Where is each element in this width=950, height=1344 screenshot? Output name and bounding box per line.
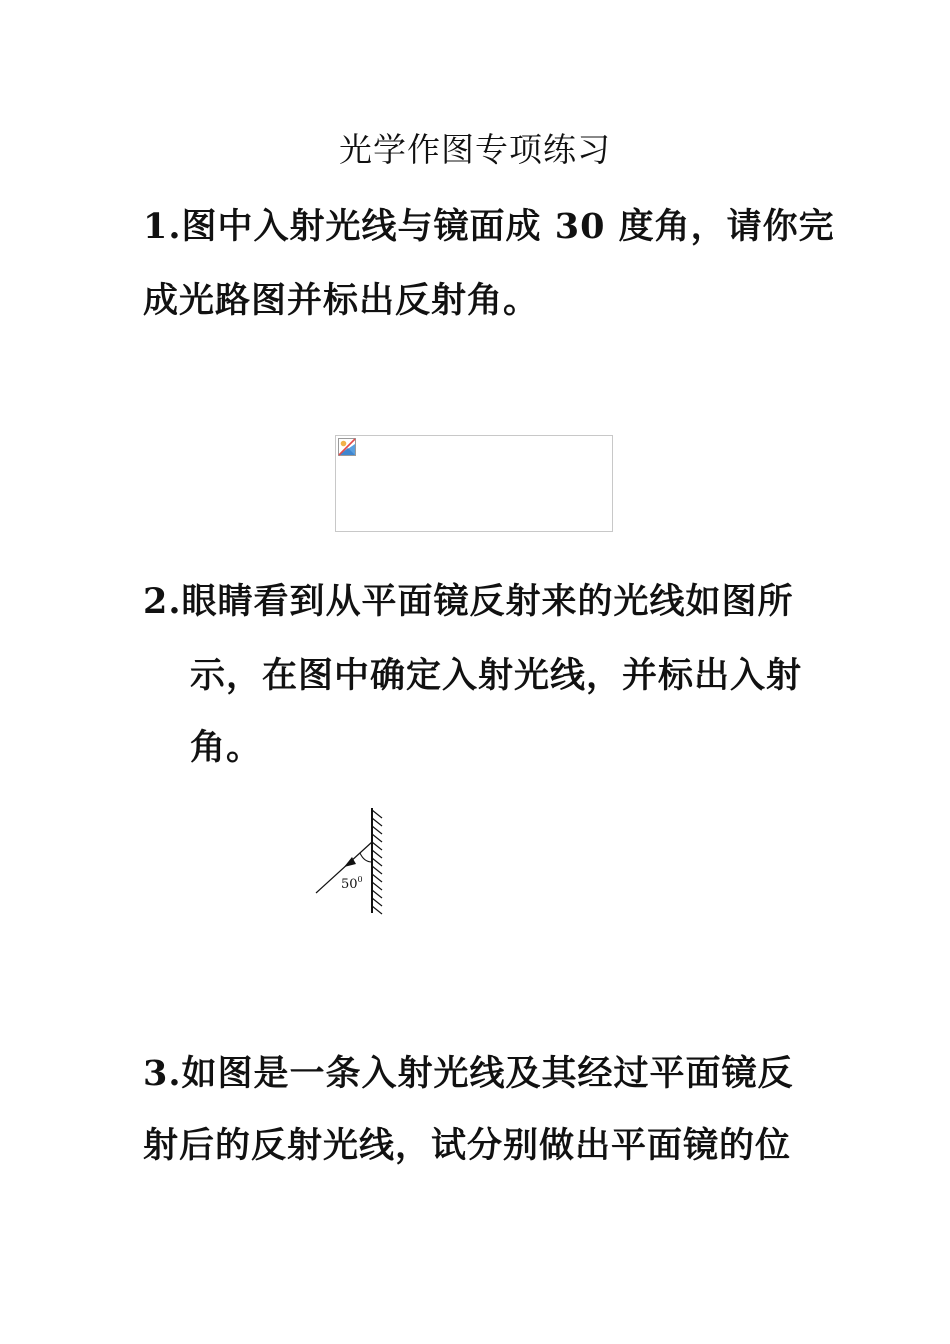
question-1-image [335,435,613,532]
page-title: 光学作图专项练习 [339,130,611,169]
angle-label: $50^0$ [341,875,363,892]
question-2-line-1: 2.眼睛看到从平面镜反射来的光线如图所 [143,581,794,622]
question-1-line-2: 成光路图并标出反射角。 [143,280,540,321]
question-2-line-3: 角。 [190,727,263,768]
plane-mirror-figure [300,800,410,925]
broken-image-icon [338,438,356,456]
mirror-hatching [372,810,382,914]
question-3-line-1: 3.如图是一条入射光线及其经过平面镜反 [143,1053,794,1094]
question-2-line-2: 示，在图中确定入射光线，并标出入射 [190,655,803,696]
question-3-line-2: 射后的反射光线，试分别做出平面镜的位 [143,1125,792,1166]
question-1-line-1: 1.图中入射光线与镜面成 30 度角，请你完 [143,206,835,247]
angle-arc [360,853,372,862]
